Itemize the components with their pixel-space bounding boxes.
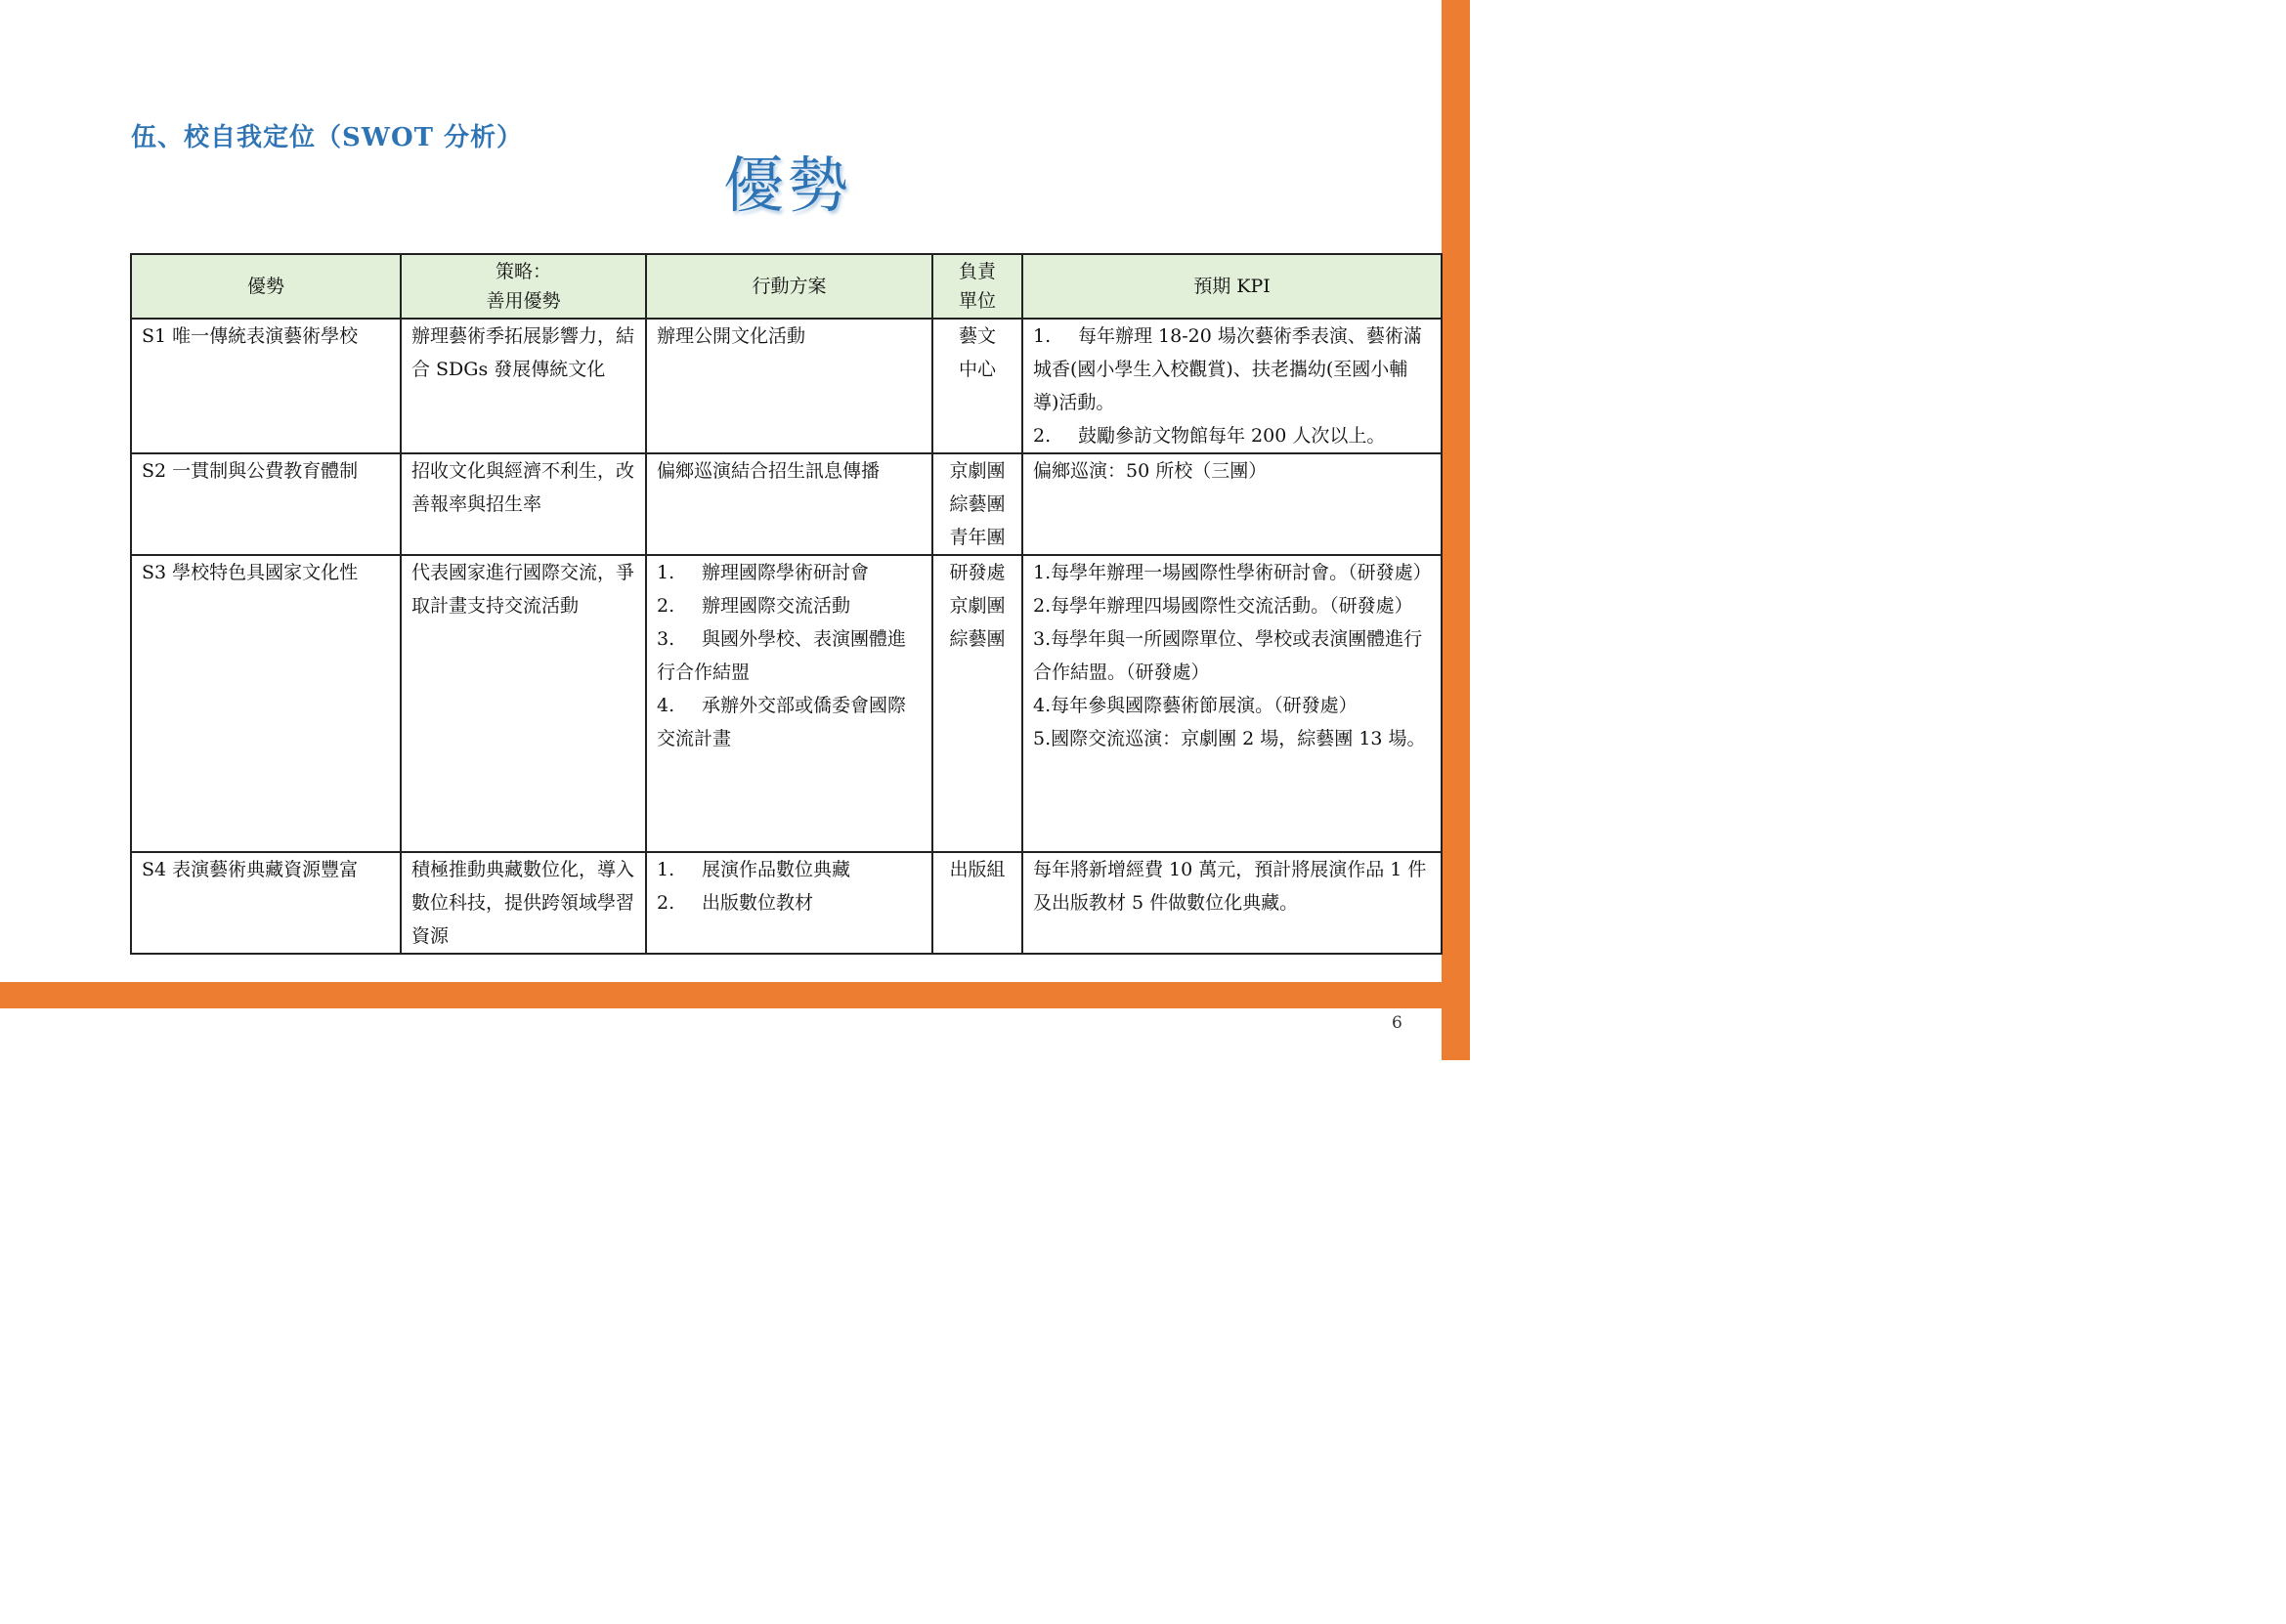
action-cell: 偏鄉巡演結合招生訊息傳播 — [646, 453, 932, 555]
kpi-item-text: 鼓勵參訪文物館每年 200 人次以上。 — [1078, 425, 1386, 447]
strategy-cell: 辦理藝術季拓展影響力，結合 SDGs 發展傳統文化 — [401, 319, 646, 453]
header-strategy-line2: 善用優勢 — [486, 290, 561, 312]
kpi-item-text: 每年辦理 18-20 場次藝術季表演、藝術滿城香(國小學生入校觀賞)、扶老攜幼(至國小輔導)活動。 — [1033, 325, 1422, 413]
action-cell — [646, 555, 932, 852]
action-item — [657, 556, 922, 589]
action-item — [657, 886, 922, 919]
header-action: 行動方案 — [646, 254, 932, 319]
kpi-line: 4.每年參與國際藝術節展演。（研發處） — [1033, 695, 1358, 716]
table-header-row — [131, 254, 1442, 319]
unit-line: 出版組 — [949, 859, 1006, 880]
action-item-number: 3. — [657, 628, 675, 650]
kpi-cell — [1022, 555, 1442, 852]
header-unit-line2: 單位 — [958, 290, 996, 312]
header-strategy-line1: 策略： — [495, 261, 551, 282]
unit-line: 綜藝團 — [949, 628, 1006, 650]
unit-line: 中心 — [958, 359, 996, 380]
orange-vertical-bar — [1442, 0, 1470, 1060]
kpi-item-number: 2. — [1033, 425, 1052, 447]
strength-cell: S2 一貫制與公費教育體制 — [131, 453, 401, 555]
unit-line: 綜藝團 — [949, 493, 1006, 515]
kpi-line: 3.每學年與一所國際單位、學校或表演團體進行合作結盟。（研發處） — [1033, 628, 1423, 683]
action-item — [657, 689, 922, 755]
action-item-number: 2. — [657, 892, 675, 914]
unit-cell — [932, 852, 1022, 954]
action-item-text: 辦理國際交流活動 — [702, 595, 851, 617]
table-row — [131, 319, 1442, 453]
unit-cell — [932, 555, 1022, 852]
unit-line: 京劇團 — [949, 460, 1006, 482]
kpi-item — [1033, 320, 1431, 419]
action-item-number: 1. — [657, 859, 675, 880]
unit-line: 京劇團 — [949, 595, 1006, 617]
kpi-cell: 每年將新增經費 10 萬元，預計將展演作品 1 件及出版教材 5 件做數位化典藏。 — [1022, 852, 1442, 954]
action-item-number: 4. — [657, 695, 675, 716]
action-item — [657, 589, 922, 622]
table-row — [131, 453, 1442, 555]
kpi-line: 2.每學年辦理四場國際性交流活動。（研發處） — [1033, 595, 1413, 617]
header-kpi: 預期 KPI — [1022, 254, 1442, 319]
unit-cell — [932, 319, 1022, 453]
action-item — [657, 853, 922, 886]
header-strength: 優勢 — [131, 254, 401, 319]
header-strategy — [401, 254, 646, 319]
kpi-cell: 偏鄉巡演：50 所校（三團） — [1022, 453, 1442, 555]
unit-line: 藝文 — [958, 325, 996, 347]
action-item-number: 1. — [657, 562, 675, 583]
action-item-text: 展演作品數位典藏 — [702, 859, 851, 880]
action-item-text: 出版數位教材 — [702, 892, 814, 914]
orange-horizontal-bar — [0, 982, 1470, 1008]
strategy-cell: 代表國家進行國際交流，爭取計畫支持交流活動 — [401, 555, 646, 852]
strategy-cell: 積極推動典藏數位化，導入數位科技，提供跨領域學習資源 — [401, 852, 646, 954]
table-row — [131, 852, 1442, 954]
section-heading: 伍、校自我定位（SWOT 分析） — [131, 123, 524, 152]
action-cell: 辦理公開文化活動 — [646, 319, 932, 453]
kpi-cell — [1022, 319, 1442, 453]
action-cell — [646, 852, 932, 954]
action-item-text: 與國外學校、表演團體進行合作結盟 — [657, 628, 907, 683]
strength-table — [130, 253, 1443, 955]
strength-cell: S1 唯一傳統表演藝術學校 — [131, 319, 401, 453]
unit-line: 青年團 — [949, 527, 1006, 548]
unit-cell — [932, 453, 1022, 555]
kpi-line: 5.國際交流巡演：京劇團 2 場，綜藝團 13 場。 — [1033, 728, 1426, 749]
strategy-cell: 招收文化與經濟不利生，改善報率與招生率 — [401, 453, 646, 555]
action-item-text: 承辦外交部或僑委會國際交流計畫 — [657, 695, 907, 749]
kpi-item — [1033, 419, 1431, 452]
page-number: 6 — [1392, 1013, 1402, 1033]
kpi-line: 1.每學年辦理一場國際性學術研討會。（研發處） — [1033, 562, 1432, 583]
header-unit — [932, 254, 1022, 319]
strength-cell: S3 學校特色具國家文化性 — [131, 555, 401, 852]
action-item-number: 2. — [657, 595, 675, 617]
table-row — [131, 555, 1442, 852]
strength-cell: S4 表演藝術典藏資源豐富 — [131, 852, 401, 954]
page-title: 優勢 — [723, 150, 853, 221]
kpi-item-number: 1. — [1033, 325, 1052, 347]
action-item — [657, 622, 922, 689]
header-unit-line1: 負責 — [958, 261, 996, 282]
unit-line: 研發處 — [949, 562, 1006, 583]
action-item-text: 辦理國際學術研討會 — [702, 562, 870, 583]
